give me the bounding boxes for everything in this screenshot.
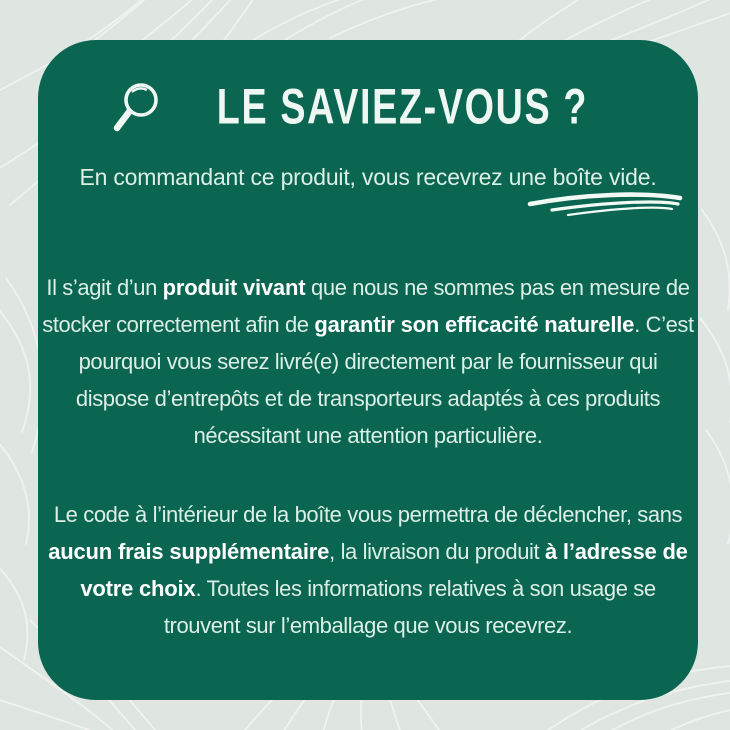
swoosh-row (40, 191, 696, 221)
subtitle: En commandant ce produit, vous recevrez une boîte vide. (79, 164, 657, 190)
title-row (108, 76, 629, 136)
page-title: LE SAVIEZ-VOUS ? (216, 77, 588, 135)
paragraph-living-product: Il s’agit d’un produit vivant que nous ne sommes pas en mesure de stocker correctement afin de garantir son efficacité naturelle. C’est pourquoi vous serez livré(e) directement par le fournisseur qui dispose d’entrepôts et de transporteurs adaptés à ces produits nécessitant une attention particulière. (42, 275, 694, 448)
magnifier-icon (108, 78, 166, 140)
paragraph-delivery-code: Le code à l’intérieur de la boîte vous permettra de déclencher, sans aucun frais supplémentaire, la livraison du produit à l’adresse de votre choix. Toutes les informations relatives à son usage se trouvent sur l’emballage que vous recevrez. (48, 502, 688, 638)
underline-swoosh-icon (526, 191, 684, 219)
info-card (38, 40, 698, 700)
